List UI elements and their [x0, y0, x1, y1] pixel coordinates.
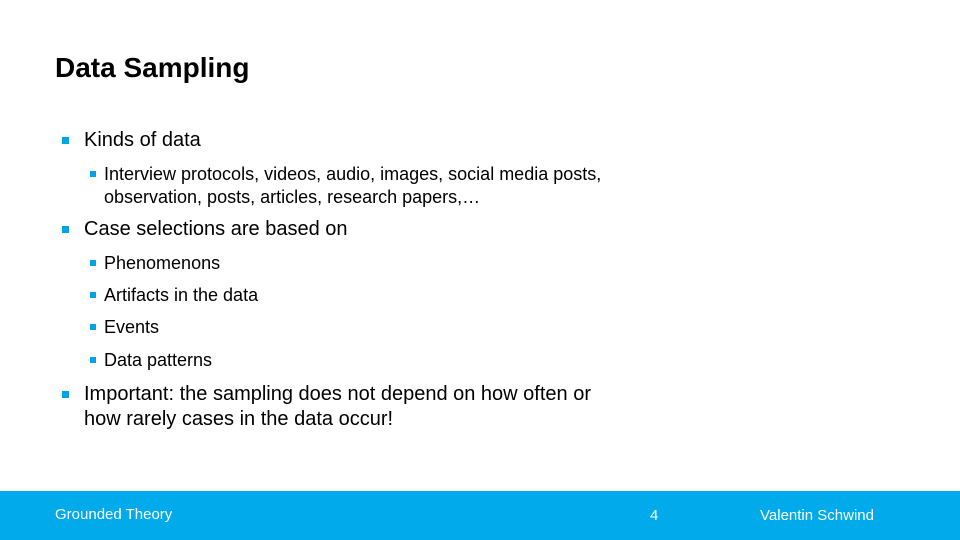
bullet-text: Artifacts in the data — [104, 285, 259, 305]
sub-bullet-data-patterns — [90, 349, 212, 372]
bullet-text: Kinds of data — [84, 129, 201, 151]
square-bullet-icon — [62, 226, 69, 233]
footer-course-title: Grounded Theory — [55, 506, 173, 523]
square-bullet-icon — [62, 137, 69, 144]
square-bullet-icon — [90, 292, 96, 298]
footer-bar — [0, 491, 960, 540]
footer-page-number: 4 — [650, 507, 659, 524]
bullet-text: Data patterns — [104, 350, 213, 370]
square-bullet-icon — [90, 260, 96, 266]
square-bullet-icon — [90, 357, 96, 363]
bullet-text: Phenomenons — [104, 253, 221, 273]
square-bullet-icon — [90, 171, 96, 177]
square-bullet-icon — [90, 324, 96, 330]
square-bullet-icon — [62, 391, 69, 398]
sub-bullet-phenomenons — [90, 252, 220, 275]
bullet-text: Events — [104, 317, 160, 337]
sub-bullet-artifacts — [90, 284, 258, 307]
bullet-text: Case selections are based on — [84, 218, 348, 240]
bullet-kinds-of-data — [62, 128, 201, 153]
sub-bullet-data-types — [90, 163, 601, 209]
bullet-important-note — [62, 382, 591, 432]
bullet-case-selections — [62, 217, 348, 242]
footer-author: Valentin Schwind — [760, 507, 874, 524]
bullet-text: Interview protocols, videos, audio, images, social media posts, observation, posts, articles, research papers,… — [104, 164, 602, 207]
slide-title: Data Sampling — [55, 52, 250, 83]
sub-bullet-events — [90, 316, 159, 339]
bullet-text: Important: the sampling does not depend on how often or how rarely cases in the data occur! — [84, 383, 592, 430]
